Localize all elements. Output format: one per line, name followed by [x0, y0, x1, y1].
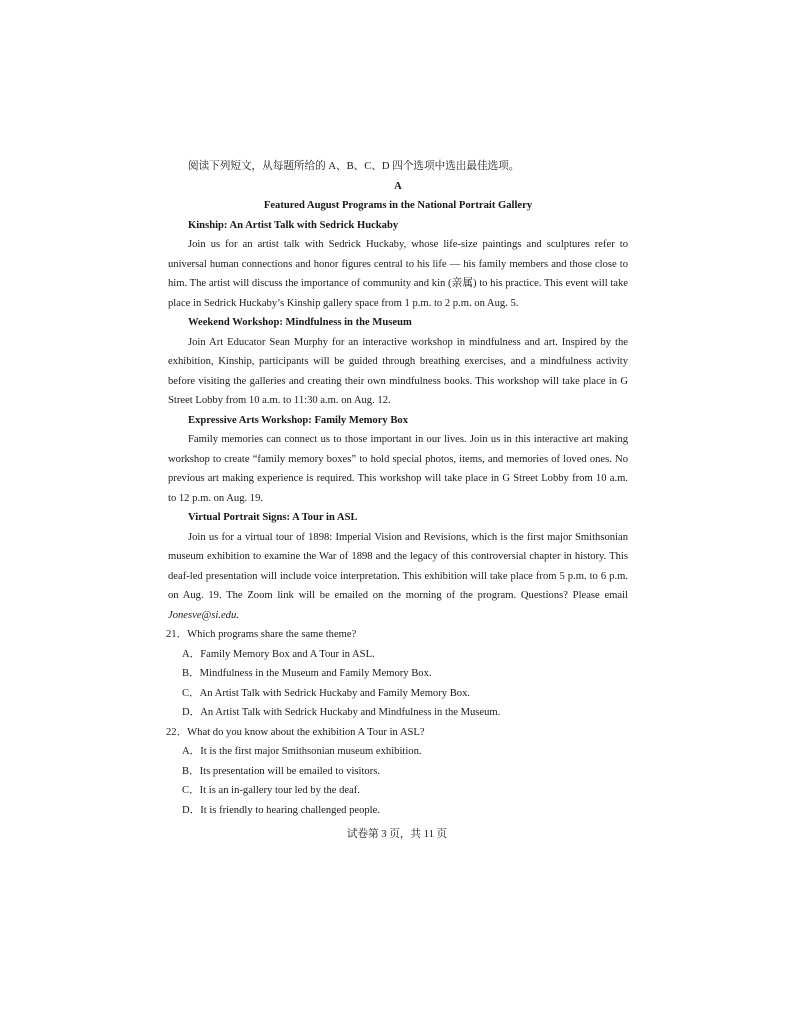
question-stem: 22．What do you know about the exhibition A Tour in ASL?: [166, 726, 425, 738]
program-heading: Expressive Arts Workshop: Family Memory Box: [188, 414, 409, 426]
question-option: C．An Artist Talk with Sedrick Huckaby and Family Memory Box.: [182, 687, 471, 699]
question-option: D．An Artist Talk with Sedrick Huckaby and Mindfulness in the Museum.: [182, 707, 501, 718]
section-letter: A: [394, 180, 402, 192]
program-body-text: Join us for a virtual tour of 1898: Imperial Vision and Revisions, which is the first major Smithsonian museum exhibition to examine the War of 1898 and the legacy of this controversial chapter in history. This deaf-led presentation will include voice interpretation. This exhibition will take place from 5 p.m. to 6 p.m. on Aug. 19. The Zoom link will be emailed on the morning of the program. Questions? Please email: [168, 531, 628, 601]
question-option: C．It is an in-gallery tour led by the deaf.: [182, 785, 360, 796]
question-option: D．It is friendly to hearing challenged people.: [182, 804, 380, 816]
question-option: B．Its presentation will be emailed to visitors.: [182, 765, 381, 777]
question-option: B．Mindfulness in the Museum and Family Memory Box.: [182, 668, 432, 679]
page-footer: 试卷第 3 页，共 11 页: [346, 829, 448, 840]
instruction: 阅读下列短文，从每题所给的 A、B、C、D 四个选项中选出最佳选项。: [188, 161, 520, 172]
program-body: Join us for an artist talk with Sedrick Huckaby, whose life-size paintings and sculptures refer to universal human connections and honor figures central to his life — his family members and those close to him. The artist will discuss the importance of community and kin (亲属) to his practice. This event will take place in Sedrick Huckaby’s Kinship gallery space from 1 p.m. to 2 p.m. on Aug. 5.: [168, 239, 628, 309]
question-stem: 21．Which programs share the same theme?: [166, 629, 357, 640]
program-body: [168, 528, 628, 626]
exam-page: [168, 157, 628, 820]
contact-email: Jonesve@si.edu: [168, 609, 237, 621]
program-body-tail: .: [236, 609, 239, 621]
question-option: A．Family Memory Box and A Tour in ASL.: [182, 648, 375, 660]
question-option: A．It is the first major Smithsonian museum exhibition.: [182, 746, 422, 757]
program-heading: Kinship: An Artist Talk with Sedrick Huckaby: [188, 219, 399, 231]
program-body: Family memories can connect us to those important in our lives. Join us in this interactive art making workshop to create “family memory boxes” to hold special photos, items, and memories of loved ones. No previous art making experience is required. This workshop will take place in G Street Lobby from 10 a.m. to 12 p.m. on Aug. 19.: [168, 434, 628, 504]
passage-title: Featured August Programs in the National Portrait Gallery: [263, 200, 533, 211]
program-heading: Virtual Portrait Signs: A Tour in ASL: [188, 512, 358, 523]
program-heading: Weekend Workshop: Mindfulness in the Museum: [188, 317, 412, 328]
program-body: Join Art Educator Sean Murphy for an interactive workshop in mindfulness and art. Inspired by the exhibition, Kinship, participants will be guided through breathing exercises, and a mindfulness activity before visiting the galleries and creating their own mindfulness books. This workshop will take place in G Street Lobby from 10 a.m. to 11:30 a.m. on Aug. 12.: [168, 336, 628, 406]
